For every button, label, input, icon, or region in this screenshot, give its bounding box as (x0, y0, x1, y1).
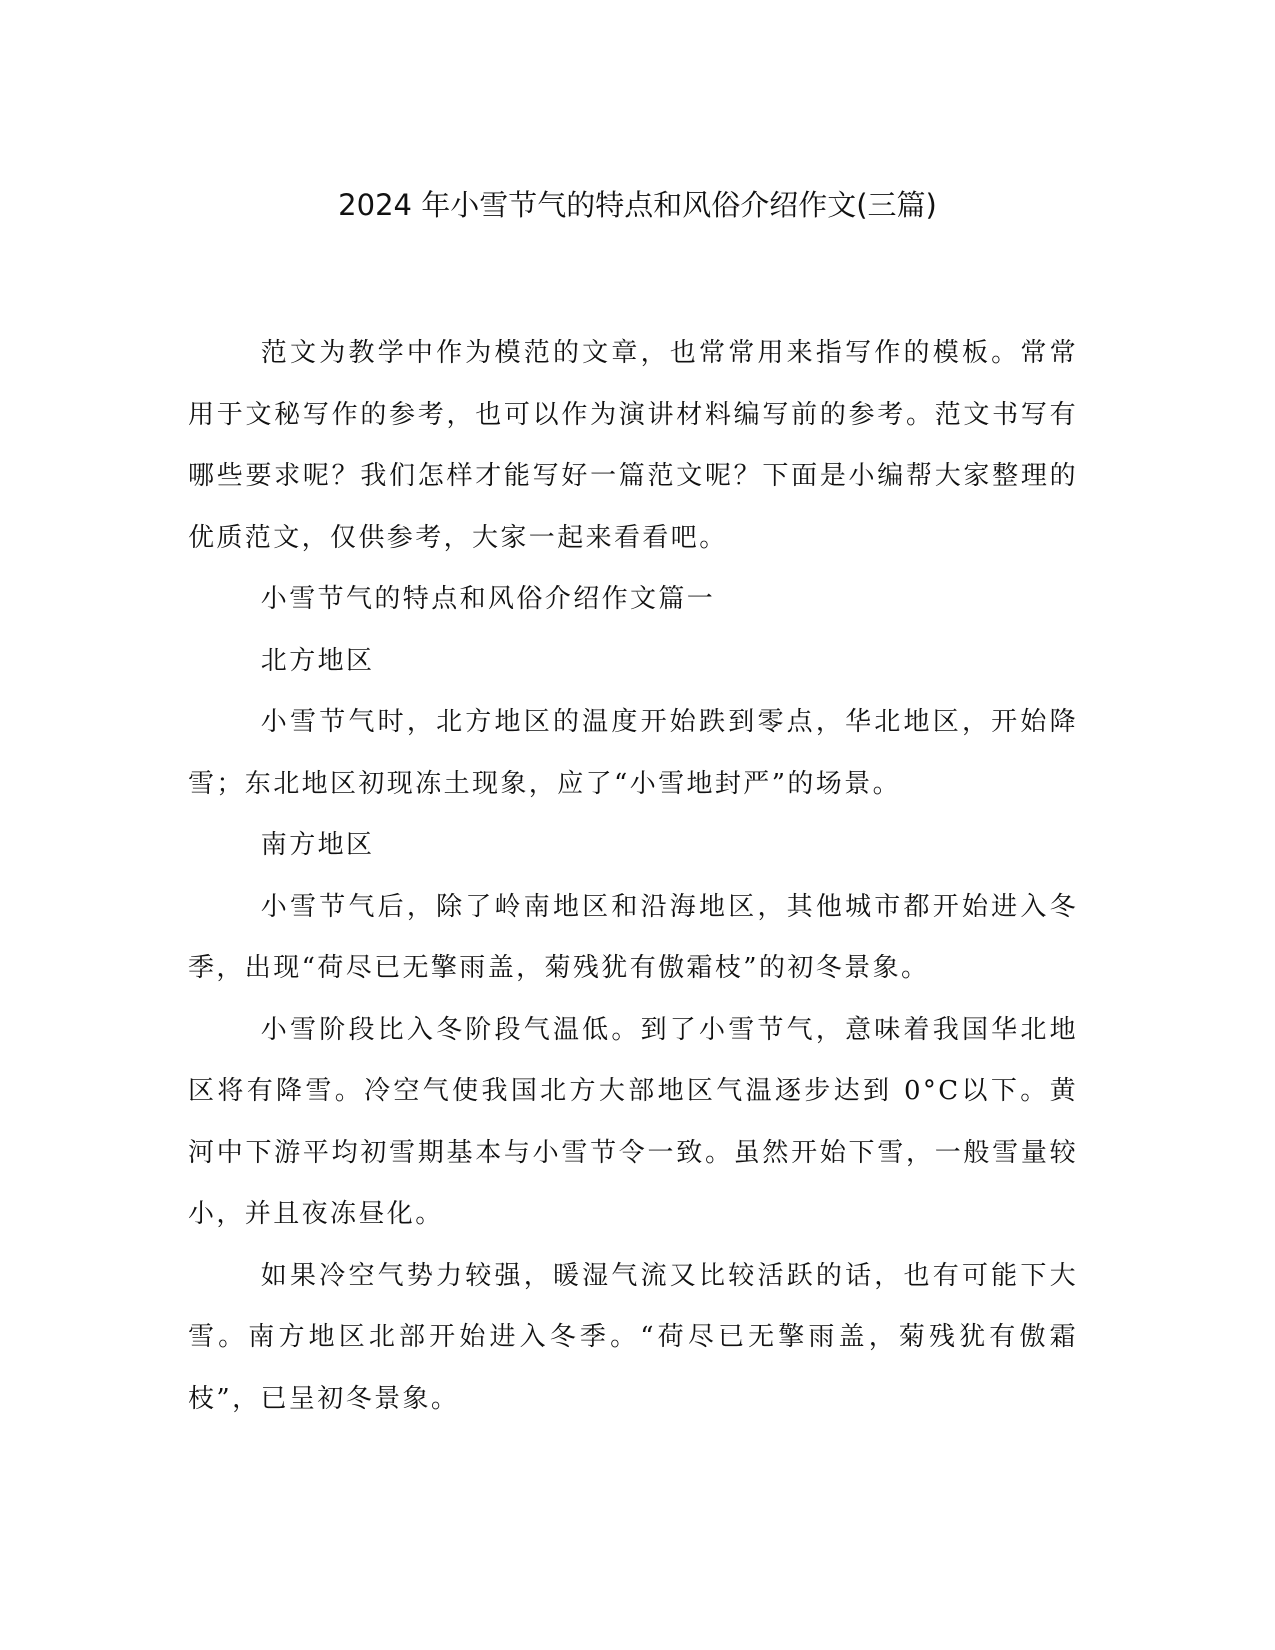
section-heading: 小雪节气的特点和风俗介绍作文篇一 (260, 584, 716, 614)
document-body (188, 323, 1078, 1430)
paragraph-north: 小雪节气时，北方地区的温度开始跌到零点，华北地区，开始降雪；东北地区初现冻土现象，应了“小雪地封严”的场景。 (188, 707, 1078, 799)
intro-paragraph: 范文为教学中作为模范的文章，也常常用来指写作的模板。常常用于文秘写作的参考，也可以作为演讲材料编写前的参考。范文书写有哪些要求呢？我们怎样才能写好一篇范文呢？下面是小编帮大家整理的优质范文，仅供参考，大家一起来看看吧。 (188, 338, 1078, 553)
paragraph-temperature: 小雪阶段比入冬阶段气温低。到了小雪节气，意味着我国华北地区将有降雪。冷空气使我国北方大部地区气温逐步达到 0°C以下。黄河中下游平均初雪期基本与小雪节令一致。虽然开始下雪，一般雪量较小，并且夜冻昼化。 (188, 1014, 1078, 1229)
document-title: 2024 年小雪节气的特点和风俗介绍作文(三篇) (338, 188, 937, 222)
subheading-north: 北方地区 (260, 645, 375, 676)
subheading-south: 南方地区 (260, 830, 375, 860)
paragraph-south: 小雪节气后，除了岭南地区和沿海地区，其他城市都开始进入冬季，出现“荷尽已无擎雨盖，菊残犹有傲霜枝”的初冬景象。 (188, 891, 1078, 983)
paragraph-cold-air: 如果冷空气势力较强，暖湿气流又比较活跃的话，也有可能下大雪。南方地区北部开始进入冬季。“荷尽已无擎雨盖，菊残犹有傲霜枝”，已呈初冬景象。 (188, 1260, 1078, 1414)
